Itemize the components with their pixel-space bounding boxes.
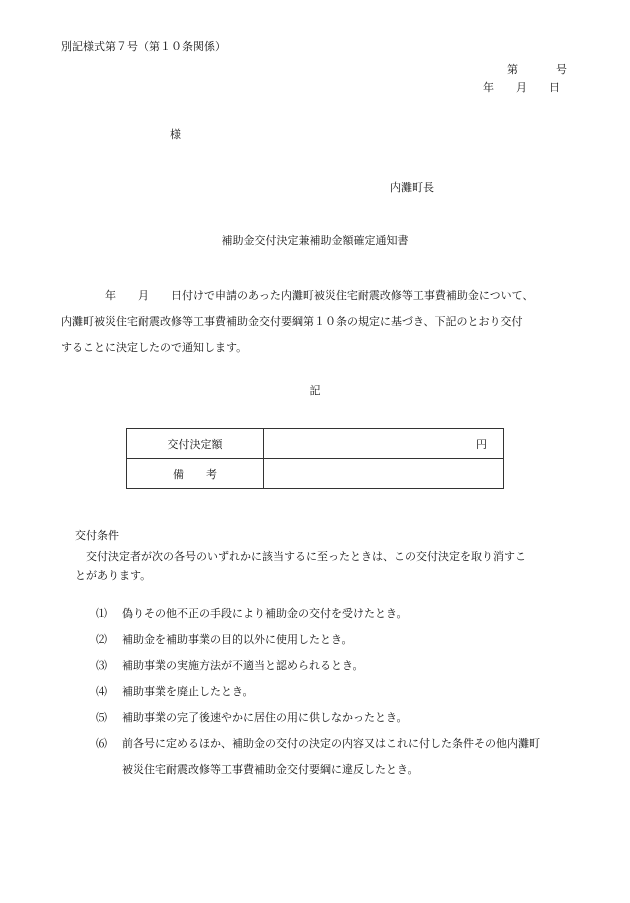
- recipient-honorific: 様: [170, 128, 181, 141]
- item-number: ⑴: [96, 607, 107, 621]
- conditions-list: [96, 601, 540, 783]
- ki-marker: 記: [309, 384, 321, 397]
- list-item: [96, 653, 540, 679]
- amount-table: [126, 428, 504, 489]
- item-number: ⑷: [96, 685, 107, 699]
- conditions-intro-line-2: とがあります。: [75, 569, 152, 582]
- conditions-intro-line-1: 交付決定者が次の各号のいずれかに該当するに至ったときは、この交付決定を取り消すこ: [86, 550, 526, 563]
- document-date: [483, 81, 560, 94]
- list-item: [96, 679, 540, 705]
- conditions-heading: 交付条件: [75, 529, 119, 542]
- item-text: 補助事業の実施方法が不適当と認められるとき。: [122, 659, 364, 673]
- table-label: 交付決定額: [127, 429, 264, 459]
- date-month: 月: [516, 81, 527, 94]
- document-title: 補助金交付決定兼補助金額確定通知書: [221, 234, 409, 247]
- date-year: 年: [483, 81, 494, 94]
- body-line-2: 内灘町被災住宅耐震改修等工事費補助金交付要綱第１０条の規定に基づき、下記のとおり交付: [61, 315, 523, 328]
- body-text: [61, 283, 581, 361]
- list-item: [96, 601, 540, 627]
- body-line-3: することに決定したので通知します。: [61, 341, 248, 354]
- amount-field: 円: [264, 429, 504, 459]
- number-suffix: 号: [556, 63, 567, 76]
- item-text: 偽りその他不正の手段により補助金の交付を受けたとき。: [122, 607, 408, 621]
- table-row: [127, 429, 504, 459]
- item-text: 前各号に定めるほか、補助金の交付の決定の内容又はこれに付した条件その他内灘町: [122, 737, 540, 751]
- item-text: 補助金を補助事業の目的以外に使用したとき。: [122, 633, 353, 647]
- item-number: ⑹: [96, 737, 107, 751]
- date-day: 日: [549, 81, 560, 94]
- list-item: [96, 627, 540, 653]
- remarks-field: [264, 459, 504, 489]
- document-number: [507, 63, 567, 76]
- sender-name: 内灘町長: [390, 181, 434, 194]
- item-number: ⑸: [96, 711, 107, 725]
- item-text: 補助事業の完了後速やかに居住の用に供しなかったとき。: [122, 711, 408, 725]
- conditions-intro: [75, 547, 586, 585]
- item-number: ⑶: [96, 659, 107, 673]
- table-label: 備 考: [127, 459, 264, 489]
- table-row: [127, 459, 504, 489]
- form-label: 別記様式第７号（第１０条関係）: [61, 40, 226, 53]
- list-item: [96, 731, 540, 757]
- body-line-1: 年 月 日付けで申請のあった内灘町被災住宅耐震改修等工事費補助金について、: [61, 289, 534, 302]
- item-number: ⑵: [96, 633, 107, 647]
- list-item: [96, 705, 540, 731]
- number-prefix: 第: [507, 63, 518, 76]
- item-text: 補助事業を廃止したとき。: [122, 685, 254, 699]
- item-continuation: 被災住宅耐震改修等工事費補助金交付要綱に違反したとき。: [122, 763, 419, 777]
